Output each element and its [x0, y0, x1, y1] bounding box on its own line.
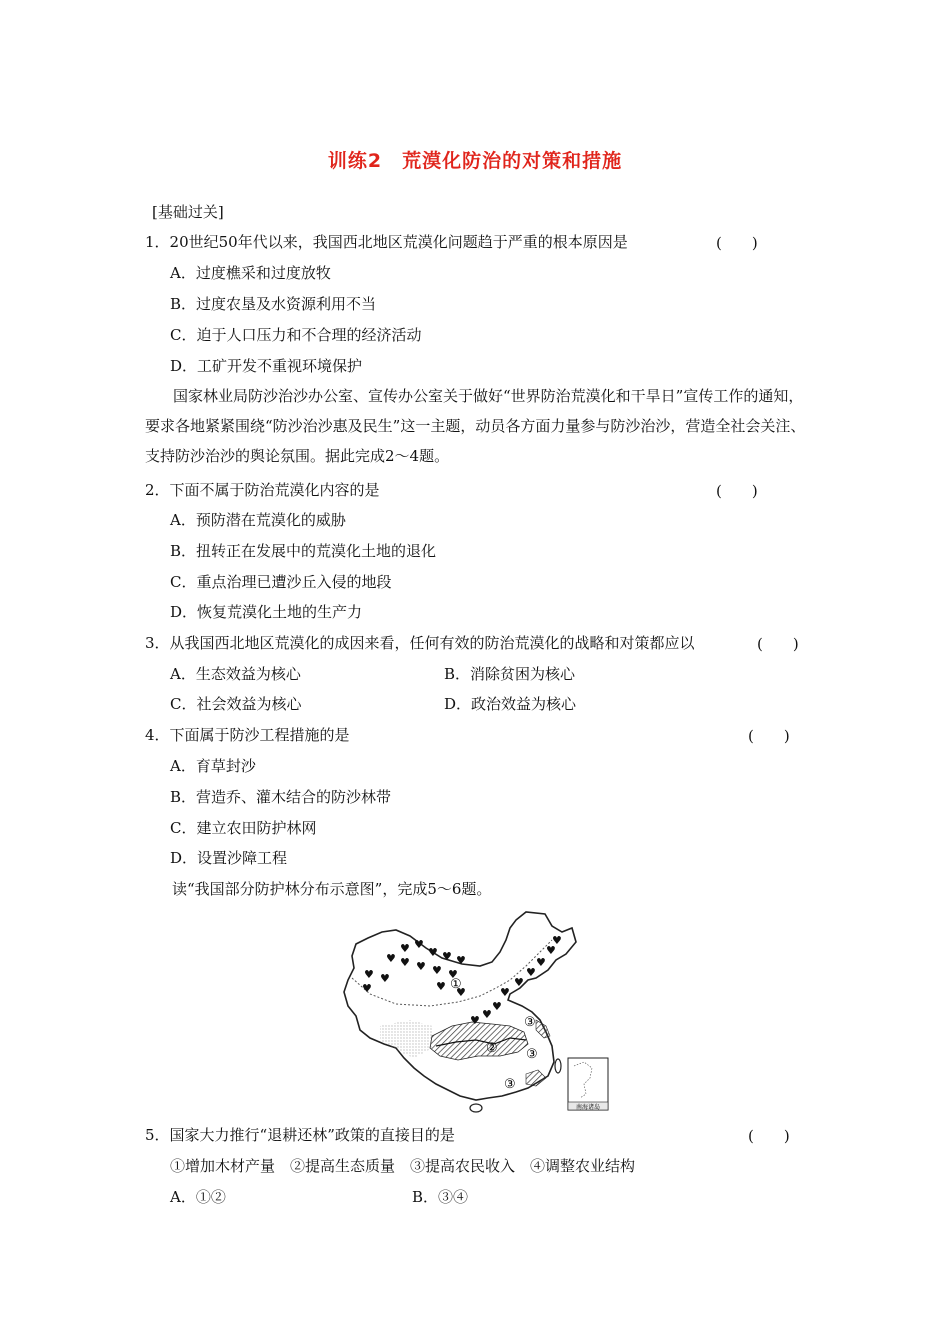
tree-marker: ♥ — [436, 980, 446, 993]
tree-marker: ♥ — [432, 964, 442, 977]
question-3-stem: 3．从我国西北地区荒漠化的成因来看，任何有效的防治荒漠化的战略和对策都应以 — [145, 634, 695, 652]
tree-marker: ♥ — [536, 956, 546, 969]
map-label-2: ② — [486, 1041, 498, 1056]
question-4-option-d: D．设置沙障工程 — [170, 849, 288, 867]
map-label-3-north: ③ — [524, 1015, 536, 1030]
question-2-answer-bracket: ( ) — [716, 482, 758, 500]
question-2-option-a: A．预防潜在荒漠化的威胁 — [170, 511, 346, 529]
question-1-option-b: B．过度农垦及水资源利用不当 — [170, 295, 377, 313]
question-3-answer-bracket: ( ) — [757, 635, 799, 653]
question-5-stem: 5．国家大力推行“退耕还林”政策的直接目的是 — [145, 1126, 455, 1144]
question-4-option-a: A．育草封沙 — [170, 757, 256, 775]
tree-marker: ♥ — [414, 938, 424, 951]
question-3-option-c: C．社会效益为核心 — [170, 695, 302, 713]
taiwan-island — [555, 1059, 561, 1073]
shelterbelt-map-figure — [340, 908, 620, 1114]
tree-marker: ♥ — [400, 942, 410, 955]
tree-marker: ♥ — [514, 976, 524, 989]
tree-marker: ♥ — [416, 960, 426, 973]
question-1-option-d: D．工矿开发不重视环境保护 — [170, 357, 363, 375]
question-2-option-d: D．恢复荒漠化土地的生产力 — [170, 603, 363, 621]
question-5-items: ①增加木材产量 ②提高生态质量 ③提高农民收入 ④调整农业结构 — [170, 1157, 636, 1175]
question-5-answer-bracket: ( ) — [748, 1127, 790, 1145]
question-1-option-c: C．迫于人口压力和不合理的经济活动 — [170, 326, 422, 344]
tree-marker: ♥ — [552, 934, 562, 947]
inset-label: 南海诸岛 — [575, 1104, 601, 1111]
reading-passage: 国家林业局防沙治沙办公室、宣传办公室关于做好“世界防治荒漠化和干旱日”宣传工作的通知，要求各地紧紧围绕“防沙治沙惠及民生”这一主题，动员各方面力量参与防沙治沙，营造全社会关注、支持防沙治沙的舆论氛围。据此完成2～4题。 — [145, 387, 806, 465]
section-heading: [基础过关] — [152, 203, 224, 221]
question-5-option-a: A．①② — [170, 1188, 226, 1206]
tree-marker: ♥ — [492, 1000, 502, 1013]
tree-marker: ♥ — [362, 982, 372, 995]
question-4-answer-bracket: ( ) — [748, 727, 790, 745]
tree-marker: ♥ — [456, 954, 466, 967]
question-4-stem: 4．下面属于防沙工程措施的是 — [145, 726, 350, 744]
tree-marker: ♥ — [526, 966, 536, 979]
question-2-stem: 2．下面不属于防治荒漠化内容的是 — [145, 481, 380, 499]
question-1-option-a: A．过度樵采和过度放牧 — [170, 264, 331, 282]
question-5-option-b: B．③④ — [412, 1188, 469, 1206]
tree-marker: ♥ — [500, 986, 510, 999]
tree-marker: ♥ — [400, 956, 410, 969]
tree-marker: ♥ — [442, 950, 452, 963]
tree-marker: ♥ — [482, 1008, 492, 1021]
hainan-island — [470, 1104, 482, 1112]
question-1-answer-bracket: ( ) — [716, 234, 758, 252]
question-3-option-d: D．政治效益为核心 — [444, 695, 577, 713]
tree-marker: ♥ — [380, 972, 390, 985]
tree-marker: ♥ — [448, 968, 458, 981]
questions-5-6-intro: 读“我国部分防护林分布示意图”，完成5～6题。 — [172, 880, 492, 898]
china-outline — [344, 912, 576, 1100]
tree-marker: ♥ — [386, 952, 396, 965]
tree-marker: ♥ — [364, 968, 374, 981]
plateau-shade — [380, 1020, 432, 1058]
tree-marker: ♥ — [456, 986, 466, 999]
question-2-option-b: B．扭转正在发展中的荒漠化土地的退化 — [170, 542, 437, 560]
tree-marker: ♥ — [470, 1014, 480, 1027]
tree-marker: ♥ — [546, 944, 556, 957]
map-label-1: ① — [450, 977, 462, 992]
question-4-option-b: B．营造乔、灌木结合的防沙林带 — [170, 788, 392, 806]
question-2-option-c: C．重点治理已遭沙丘入侵的地段 — [170, 573, 392, 591]
page-title: 训练2 荒漠化防治的对策和措施 — [327, 150, 623, 172]
map-label-3-middle: ③ — [526, 1047, 538, 1062]
map-label-3-south: ③ — [504, 1077, 516, 1092]
question-3-option-a: A．生态效益为核心 — [170, 665, 301, 683]
question-4-option-c: C．建立农田防护林网 — [170, 819, 317, 837]
question-3-option-b: B．消除贫困为核心 — [444, 665, 576, 683]
tree-marker: ♥ — [428, 946, 438, 959]
question-1-stem: 1．20世纪50年代以来，我国西北地区荒漠化问题趋于严重的根本原因是 — [145, 233, 628, 251]
